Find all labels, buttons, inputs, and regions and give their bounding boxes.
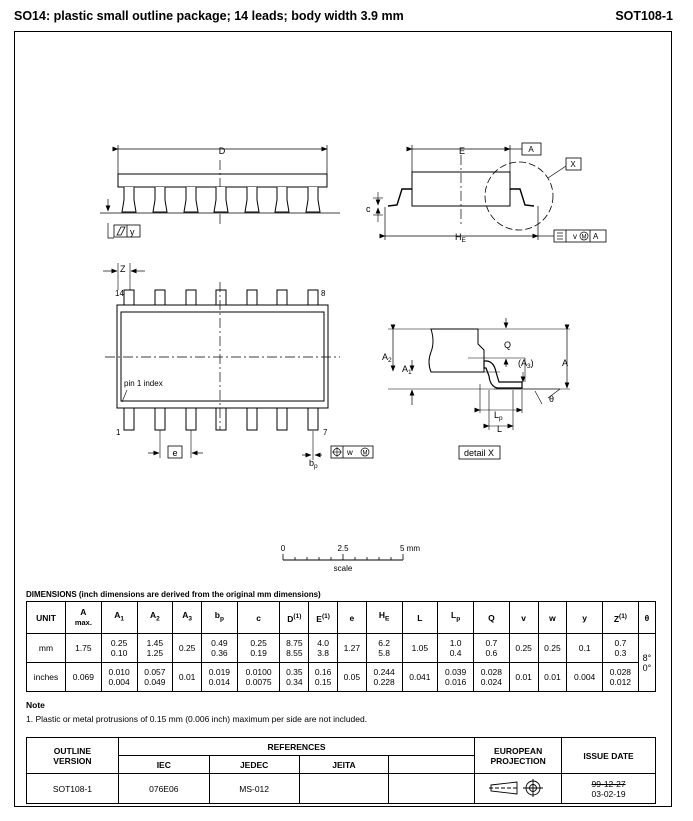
top-view-lower-leads xyxy=(124,408,318,430)
dim-header-main: E xyxy=(316,613,322,624)
side-view-lead-5 xyxy=(245,187,259,212)
top-view-upper-lead-10 xyxy=(247,290,257,305)
dim-header-sub: max. xyxy=(74,618,92,627)
label-q: Q xyxy=(504,340,512,350)
dim-header-main: A xyxy=(80,607,87,617)
label-bp-main: b xyxy=(309,458,315,468)
dim-value-cell: 0.25 xyxy=(509,634,538,663)
dim-header-cell xyxy=(101,602,137,634)
label-mmc: M xyxy=(581,234,587,241)
issue-date-new: 03-02-19 xyxy=(591,788,626,799)
dim-value-cell: 0.069 xyxy=(66,663,102,692)
dim-value-cell: 0.25 xyxy=(173,634,202,663)
dim-header-main: A xyxy=(149,610,157,621)
dim-value-cell: 0.004 xyxy=(567,663,603,692)
label-y: y xyxy=(130,227,135,237)
dim-header-cell xyxy=(638,602,655,634)
dim-value-cell: 1.75 xyxy=(66,634,102,663)
dim-value-cell: 4.0 3.8 xyxy=(309,634,338,663)
dim-header-main: A xyxy=(182,610,189,621)
side-view-lead-4 xyxy=(214,187,228,212)
top-view-upper-lead-9 xyxy=(277,290,287,305)
dim-header-sub: 1 xyxy=(120,615,124,623)
label-a2-main: A xyxy=(382,352,389,362)
label-a1-sub: 1 xyxy=(408,369,412,376)
dimensions-table xyxy=(26,601,656,692)
top-view-upper-lead-12 xyxy=(186,290,196,305)
dim-header-cell xyxy=(137,602,173,634)
dim-header-cell xyxy=(173,602,202,634)
top-view-lower-lead-2 xyxy=(155,408,165,430)
pin-8-label: 8 xyxy=(321,289,326,298)
label-he-sub: E xyxy=(461,237,466,244)
label-bp xyxy=(309,458,318,470)
dim-value-cell: mm xyxy=(27,634,66,663)
dim-header-sub: 3 xyxy=(188,615,193,623)
dim-header-cell xyxy=(27,602,66,634)
side-view-lead-1 xyxy=(122,187,136,212)
dim-header-cell xyxy=(337,602,366,634)
dim-value-cell: 0.1 xyxy=(567,634,603,663)
label-datum-a: A xyxy=(528,145,534,154)
dim-value-cell: 0.01 xyxy=(509,663,538,692)
jedec-header: JEDEC xyxy=(209,756,299,774)
dim-header-cell xyxy=(603,602,639,634)
dim-header-sup: (1) xyxy=(293,612,302,620)
dim-header-main: A xyxy=(114,610,121,621)
dim-header-cell xyxy=(66,602,102,634)
dim-theta-cell: 8° 0° xyxy=(638,634,655,692)
dim-header-main: b xyxy=(214,610,220,621)
dim-header-cell xyxy=(438,602,474,634)
projection-icon xyxy=(487,777,549,799)
dimensions-header-row xyxy=(27,602,656,634)
references-header: REFERENCES xyxy=(118,738,474,756)
dim-value-cell: 0.25 0.10 xyxy=(101,634,137,663)
dim-header-sub: E xyxy=(385,615,390,623)
theta-arc xyxy=(535,391,542,404)
label-he-main: H xyxy=(455,232,462,242)
pin-7-label: 7 xyxy=(323,428,328,437)
label-v: v xyxy=(573,232,577,241)
iec-value: 076E06 xyxy=(118,774,209,804)
detail-x-label: detail X xyxy=(463,448,495,458)
dim-value-cell: 0.01 xyxy=(538,663,567,692)
issue-date-old: 99-12-27 xyxy=(591,778,626,789)
dim-header-sub: 2 xyxy=(156,615,160,623)
dim-header-cell xyxy=(237,602,280,634)
dim-header-main: H xyxy=(378,610,386,621)
side-view-lead-2 xyxy=(153,187,167,212)
dim-header-cell xyxy=(509,602,538,634)
dim-value-cell: 0.0100 0.0075 xyxy=(237,663,280,692)
label-a3-main: (A xyxy=(518,358,527,368)
dim-header-cell xyxy=(280,602,309,634)
dim-header-sup: (1) xyxy=(321,612,330,620)
dim-header-main: y xyxy=(582,612,588,623)
side-view-lead-3 xyxy=(184,187,198,212)
references-spare-header xyxy=(389,756,475,774)
top-view xyxy=(103,263,373,460)
top-view-lower-lead-1 xyxy=(124,408,134,430)
dim-value-cell: 0.057 0.049 xyxy=(137,663,173,692)
dim-header-main: w xyxy=(549,612,556,623)
dim-value-cell: 0.244 0.228 xyxy=(366,663,402,692)
dim-header-sub: p xyxy=(456,615,461,623)
end-view-right-lead xyxy=(510,189,534,206)
dim-header-main: UNIT xyxy=(36,612,56,623)
pin-14-label: 14 xyxy=(115,289,124,298)
dim-value-cell: 1.45 1.25 xyxy=(137,634,173,663)
label-bp-sub: p xyxy=(314,463,318,470)
references-spare-value xyxy=(389,774,475,804)
top-view-lower-lead-6 xyxy=(277,408,287,430)
end-view xyxy=(373,143,606,242)
dim-value-cell: 0.05 xyxy=(337,663,366,692)
dim-header-cell xyxy=(402,602,438,634)
note-title: Note xyxy=(26,700,45,710)
scale-tick-2: 5 mm xyxy=(400,544,420,553)
iec-header: IEC xyxy=(118,756,209,774)
pin1-index-label: pin 1 index xyxy=(124,379,163,388)
dim-value-cell: 8.75 8.55 xyxy=(280,634,309,663)
label-w: w xyxy=(347,448,353,457)
dim-value-cell: 0.16 0.15 xyxy=(309,663,338,692)
package-code: SOT108-1 xyxy=(615,9,673,23)
issue-date-header: ISSUE DATE xyxy=(562,738,656,774)
dim-header-cell xyxy=(366,602,402,634)
scale-bar xyxy=(283,554,403,560)
label-c: c xyxy=(366,204,371,214)
dim-value-cell: 0.7 0.6 xyxy=(474,634,510,663)
jeita-value xyxy=(299,774,389,804)
outline-version-value: SOT108-1 xyxy=(27,774,119,804)
projection-symbol xyxy=(475,774,562,804)
label-a3 xyxy=(518,358,534,370)
side-view-body xyxy=(118,174,327,187)
dim-value-cell: 1.0 0.4 xyxy=(438,634,474,663)
issue-date-value xyxy=(562,774,656,804)
dim-header-cell xyxy=(474,602,510,634)
label-z: Z xyxy=(120,264,126,274)
label-a1 xyxy=(402,364,412,376)
dim-value-cell: 0.010 0.004 xyxy=(101,663,137,692)
dim-value-cell: 6.2 5.8 xyxy=(366,634,402,663)
top-view-lower-lead-4 xyxy=(216,408,226,430)
detail-body xyxy=(429,329,484,372)
dim-header-main: c xyxy=(256,612,261,623)
top-view-upper-lead-14 xyxy=(124,290,134,305)
label-a3-sub: 3 xyxy=(527,363,531,370)
dim-value-cell: 0.35 0.34 xyxy=(280,663,309,692)
end-view-left-lead xyxy=(388,189,412,206)
dim-value-cell: 0.49 0.36 xyxy=(202,634,238,663)
detail-x-view xyxy=(388,318,570,459)
dim-header-cell xyxy=(538,602,567,634)
label-mmc-2: M xyxy=(362,450,368,457)
dim-header-sub: p xyxy=(220,615,224,623)
top-view-lower-lead-7 xyxy=(308,408,318,430)
top-view-body-outer xyxy=(117,305,328,408)
dim-value-cell: 0.019 0.014 xyxy=(202,663,238,692)
label-a3-close: ) xyxy=(530,358,534,368)
dim-value-cell: 0.039 0.016 xyxy=(438,663,474,692)
references-table xyxy=(26,737,656,804)
scale-tick-1: 2.5 xyxy=(337,544,349,553)
top-view-upper-leads xyxy=(124,290,318,305)
label-lp-main: L xyxy=(494,410,500,420)
document-title: SO14: plastic small outline package; 14 leads; body width 3.9 mm xyxy=(14,9,404,23)
label-e: E xyxy=(458,146,466,156)
dim-header-main: Q xyxy=(488,612,495,623)
dim-header-cell xyxy=(309,602,338,634)
dim-header-main: e xyxy=(349,612,355,623)
dim-value-cell: 0.25 xyxy=(538,634,567,663)
dim-value-cell: 0.028 0.024 xyxy=(474,663,510,692)
top-view-lower-lead-3 xyxy=(186,408,196,430)
top-view-lower-lead-5 xyxy=(247,408,257,430)
jeita-header: JEITA xyxy=(299,756,389,774)
dim-header-main: Z xyxy=(613,613,620,624)
top-view-upper-lead-8 xyxy=(308,290,318,305)
dim-value-cell: 0.041 xyxy=(402,663,438,692)
dim-value-cell: 0.25 0.19 xyxy=(237,634,280,663)
dim-header-main: L xyxy=(417,612,423,623)
dim-value-cell: 0.01 xyxy=(173,663,202,692)
dim-header-cell xyxy=(202,602,238,634)
label-e-pitch: e xyxy=(172,448,178,458)
top-view-upper-lead-13 xyxy=(155,290,165,305)
dim-header-main: L xyxy=(451,610,457,621)
label-lp-sub: p xyxy=(499,415,503,422)
side-view-leads xyxy=(122,187,320,212)
jedec-value: MS-012 xyxy=(209,774,299,804)
label-d: D xyxy=(218,146,226,156)
pin-1-label: 1 xyxy=(116,428,121,437)
label-a: A xyxy=(562,358,569,368)
dim-value-cell: 0.028 0.012 xyxy=(603,663,639,692)
dim-value-cell: inches xyxy=(27,663,66,692)
dim-header-main: θ xyxy=(644,612,650,623)
side-view xyxy=(100,145,340,238)
side-view-lead-6 xyxy=(275,187,289,212)
dim-header-cell xyxy=(567,602,603,634)
label-he xyxy=(455,232,467,244)
label-datum-x: X xyxy=(570,160,576,169)
dim-header-sup: (1) xyxy=(619,612,627,620)
label-a2 xyxy=(382,352,392,364)
label-a2-sub: 2 xyxy=(388,357,392,364)
dimensions-title: DIMENSIONS (inch dimensions are derived from the original mm dimensions) xyxy=(26,590,321,599)
label-lp xyxy=(494,410,503,422)
dim-header-main: D xyxy=(287,613,294,624)
detail-lead xyxy=(484,361,522,388)
note-text: 1. Plastic or metal protrusions of 0.15 mm (0.006 inch) maximum per side are not included. xyxy=(26,714,368,724)
scale-caption: scale xyxy=(333,564,353,573)
outline-version-header: OUTLINE VERSION xyxy=(27,738,119,774)
label-theta: θ xyxy=(549,394,555,404)
dim-value-cell: 1.27 xyxy=(337,634,366,663)
dimensions-mm-row xyxy=(27,634,656,663)
dim-header-main: v xyxy=(521,612,526,623)
european-projection-header: EUROPEAN PROJECTION xyxy=(475,738,562,774)
scale-tick-0: 0 xyxy=(280,544,286,553)
dimensions-inches-row xyxy=(27,663,656,692)
top-view-upper-lead-11 xyxy=(216,290,226,305)
label-a1-main: A xyxy=(402,364,409,374)
label-l: L xyxy=(497,424,503,434)
scale-ticks xyxy=(283,554,403,560)
dim-value-cell: 1.05 xyxy=(402,634,438,663)
side-view-lead-7 xyxy=(306,187,320,212)
dim-value-cell: 0.7 0.3 xyxy=(603,634,639,663)
label-ref-a: A xyxy=(593,232,599,241)
